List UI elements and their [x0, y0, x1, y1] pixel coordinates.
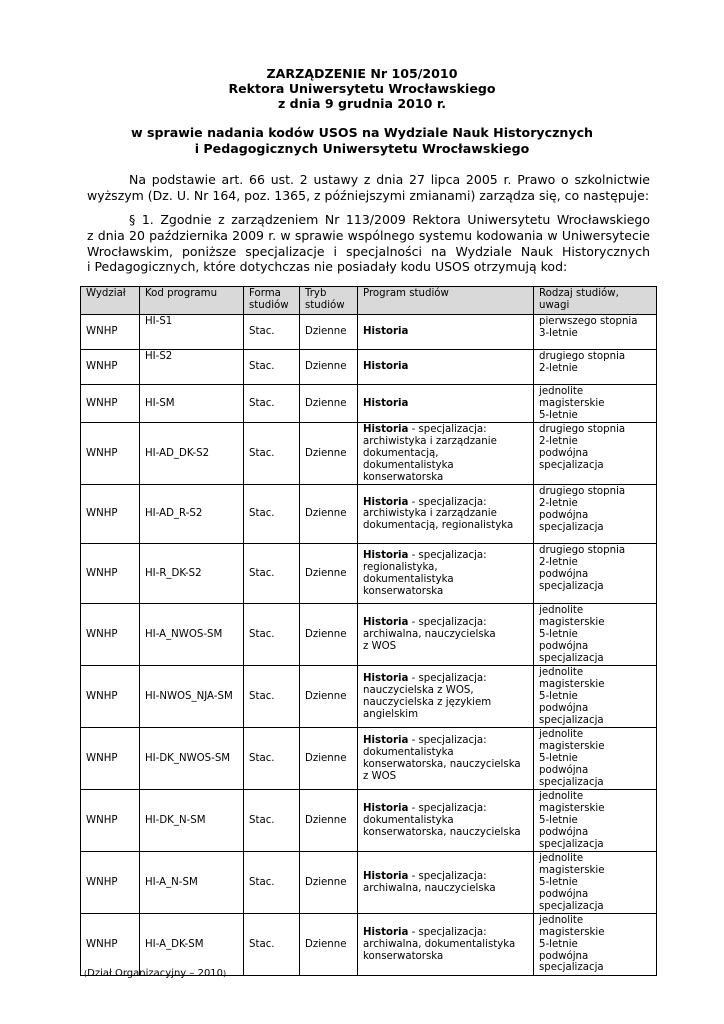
cell-tryb: Dzienne	[300, 790, 358, 852]
cell-rodzaj-studiow: jednolite magisterskie 5-letnie podwójna specjalizacja	[534, 852, 657, 914]
table-row	[81, 315, 657, 350]
program-name: Historia	[363, 361, 409, 373]
cell-rodzaj-studiow: jednolite magisterskie 5-letnie podwójna specjalizacja	[534, 914, 657, 976]
cell-kod-programu: HI-DK_NWOS-SM	[140, 728, 244, 790]
cell-program-studiow	[358, 315, 534, 350]
table-header-row	[81, 287, 657, 315]
cell-tryb: Dzienne	[300, 852, 358, 914]
cell-forma: Stac.	[244, 604, 300, 666]
cell-tryb: Dzienne	[300, 728, 358, 790]
program-specialization: - specjalizacja: archiwalna, nauczycielska z WOS	[363, 617, 496, 652]
cell-forma: Stac.	[244, 385, 300, 423]
cell-program-studiow	[358, 666, 534, 728]
legal-basis-paragraph	[87, 172, 650, 204]
cell-wydzial: WNHP	[81, 728, 140, 790]
cell-kod-programu: HI-NWOS_NJA-SM	[140, 666, 244, 728]
cell-program-studiow	[358, 423, 534, 485]
cell-forma: Stac.	[244, 790, 300, 852]
program-name: Historia	[363, 397, 409, 409]
cell-wydzial: WNHP	[81, 666, 140, 728]
cell-rodzaj-studiow: drugiego stopnia 2-letnie podwójna specjalizacja	[534, 423, 657, 485]
program-name: Historia	[363, 673, 409, 685]
table-row	[81, 790, 657, 852]
paragraph-line: wyższym (Dz. U. Nr 164, poz. 1365, z późniejszymi zmianami) zarządza się, co następuje:	[87, 187, 650, 203]
cell-kod-programu: HI-S1	[140, 315, 244, 350]
cell-rodzaj-studiow: drugiego stopnia 2-letnie podwójna specjalizacja	[534, 485, 657, 544]
cell-rodzaj-studiow: jednolite magisterskie 5-letnie	[534, 385, 657, 423]
program-name: Historia	[363, 803, 409, 815]
cell-wydzial: WNHP	[81, 914, 140, 976]
program-name: Historia	[363, 424, 409, 436]
header-forma-studiow: Forma studiów	[244, 287, 300, 315]
table-row	[81, 852, 657, 914]
header-rodzaj-studiow: Rodzaj studiów, uwagi	[534, 287, 657, 315]
usos-codes-table	[80, 286, 657, 976]
table-row	[81, 485, 657, 544]
table-row	[81, 544, 657, 604]
table-row	[81, 385, 657, 423]
cell-tryb: Dzienne	[300, 485, 358, 544]
table-row	[81, 914, 657, 976]
program-specialization: - specjalizacja: archiwalna, nauczycielska	[363, 871, 496, 894]
cell-program-studiow	[358, 790, 534, 852]
cell-kod-programu: HI-R_DK-S2	[140, 544, 244, 604]
cell-wydzial: WNHP	[81, 604, 140, 666]
cell-kod-programu: HI-A_N-SM	[140, 852, 244, 914]
program-name: Historia	[363, 326, 409, 338]
cell-program-studiow	[358, 544, 534, 604]
cell-forma: Stac.	[244, 315, 300, 350]
cell-forma: Stac.	[244, 852, 300, 914]
cell-tryb: Dzienne	[300, 423, 358, 485]
cell-forma: Stac.	[244, 544, 300, 604]
cell-kod-programu: HI-A_NWOS-SM	[140, 604, 244, 666]
cell-wydzial: WNHP	[81, 350, 140, 385]
program-name: Historia	[363, 496, 409, 508]
header-tryb-studiow: Tryb studiów	[300, 287, 358, 315]
paragraph-line: z dnia 20 października 2009 r. w sprawie wspólnego systemu kodowania w Uniwersytecie	[87, 227, 650, 243]
document-title: ZARZĄDZENIE Nr 105/2010	[266, 66, 458, 81]
cell-kod-programu: HI-S2	[140, 350, 244, 385]
program-name: Historia	[363, 735, 409, 747]
cell-rodzaj-studiow: jednolite magisterskie 5-letnie podwójna specjalizacja	[534, 604, 657, 666]
footer-note	[84, 968, 226, 979]
cell-tryb: Dzienne	[300, 385, 358, 423]
program-specialization: - specjalizacja: regionalistyka, dokumentalistyka konserwatorska	[363, 550, 487, 597]
program-specialization: - specjalizacja: dokumentalistyka konserwatorska, nauczycielska z WOS	[363, 735, 521, 782]
table-row	[81, 423, 657, 485]
paragraph-line: i Pedagogicznych, które dotychczas nie posiadały kodu USOS otrzymują kod:	[87, 259, 568, 275]
program-name: Historia	[363, 927, 409, 939]
cell-program-studiow	[358, 350, 534, 385]
program-name: Historia	[363, 871, 409, 882]
paragraph-line: Na podstawie art. 66 ust. 2 ustawy z dnia 27 lipca 2005 r. Prawo o szkolnictwie	[129, 172, 650, 187]
paragraph-line: Wrocławskim, poniższe specjalizacje i specjalności na Wydziale Nauk Historycznych	[87, 243, 650, 259]
table-row	[81, 666, 657, 728]
cell-program-studiow	[358, 852, 534, 914]
document-date: z dnia 9 grudnia 2010 r.	[277, 96, 447, 111]
cell-rodzaj-studiow: pierwszego stopnia 3-letnie	[534, 315, 657, 350]
cell-kod-programu: HI-SM	[140, 385, 244, 423]
cell-forma: Stac.	[244, 728, 300, 790]
header-program-studiow: Program studiów	[358, 287, 534, 315]
cell-tryb: Dzienne	[300, 914, 358, 976]
cell-program-studiow	[358, 385, 534, 423]
cell-tryb: Dzienne	[300, 350, 358, 385]
cell-wydzial: WNHP	[81, 385, 140, 423]
table-row	[81, 728, 657, 790]
program-name: Historia	[363, 617, 409, 629]
cell-rodzaj-studiow: jednolite magisterskie 5-letnie podwójna specjalizacja	[534, 790, 657, 852]
cell-tryb: Dzienne	[300, 544, 358, 604]
cell-forma: Stac.	[244, 350, 300, 385]
cell-program-studiow	[358, 485, 534, 544]
table-row	[81, 604, 657, 666]
subject-line-1: w sprawie nadania kodów USOS na Wydziale Nauk Historycznych	[130, 125, 594, 140]
document-header	[0, 66, 724, 111]
document-issuer: Rektora Uniwersytetu Wrocławskiego	[228, 81, 496, 96]
table-row	[81, 350, 657, 385]
program-specialization: - specjalizacja: archiwalna, dokumentalistyka konserwatorska	[363, 927, 516, 962]
cell-kod-programu: HI-A_DK-SM	[140, 914, 244, 976]
cell-program-studiow	[358, 604, 534, 666]
cell-wydzial: WNHP	[81, 315, 140, 350]
program-specialization: - specjalizacja: nauczycielska z WOS, nauczycielska z językiem angielskim	[363, 673, 492, 720]
document-subject	[0, 125, 724, 156]
cell-wydzial: WNHP	[81, 790, 140, 852]
section-1-paragraph	[87, 212, 650, 275]
cell-forma: Stac.	[244, 914, 300, 976]
program-specialization: - specjalizacja: dokumentalistyka konserwatorska, nauczycielska	[363, 803, 521, 838]
cell-tryb: Dzienne	[300, 315, 358, 350]
cell-program-studiow	[358, 914, 534, 976]
cell-rodzaj-studiow: jednolite magisterskie 5-letnie podwójna specjalizacja	[534, 666, 657, 728]
cell-program-studiow	[358, 728, 534, 790]
cell-forma: Stac.	[244, 423, 300, 485]
program-name: Historia	[363, 550, 409, 562]
footer-text: Dział Organizacyjny – 2010	[87, 968, 224, 979]
cell-tryb: Dzienne	[300, 604, 358, 666]
cell-kod-programu: HI-AD_R-S2	[140, 485, 244, 544]
cell-kod-programu: HI-AD_DK-S2	[140, 423, 244, 485]
cell-rodzaj-studiow: drugiego stopnia 2-letnie	[534, 350, 657, 385]
footer-paren-close: )	[223, 969, 227, 978]
footer-paren-open: (	[84, 969, 88, 978]
header-kod-programu: Kod programu	[140, 287, 244, 315]
cell-wydzial: WNHP	[81, 423, 140, 485]
cell-wydzial: WNHP	[81, 544, 140, 604]
cell-wydzial: WNHP	[81, 485, 140, 544]
cell-rodzaj-studiow: jednolite magisterskie 5-letnie podwójna specjalizacja	[534, 728, 657, 790]
cell-rodzaj-studiow: drugiego stopnia 2-letnie podwójna specjalizacja	[534, 544, 657, 604]
cell-forma: Stac.	[244, 666, 300, 728]
subject-line-2: i Pedagogicznych Uniwersytetu Wrocławskiego	[194, 140, 530, 156]
program-specialization: - specjalizacja: archiwistyka i zarządzanie dokumentacją, dokumentalistyka konserwatorska	[363, 424, 497, 483]
cell-kod-programu: HI-DK_N-SM	[140, 790, 244, 852]
cell-tryb: Dzienne	[300, 666, 358, 728]
paragraph-line: § 1. Zgodnie z zarządzeniem Nr 113/2009 Rektora Uniwersytetu Wrocławskiego	[129, 212, 650, 227]
header-wydzial: Wydział	[81, 287, 140, 315]
cell-forma: Stac.	[244, 485, 300, 544]
cell-wydzial: WNHP	[81, 852, 140, 914]
program-specialization: - specjalizacja: archiwistyka i zarządzanie dokumentacją, regionalistyka	[363, 496, 514, 532]
